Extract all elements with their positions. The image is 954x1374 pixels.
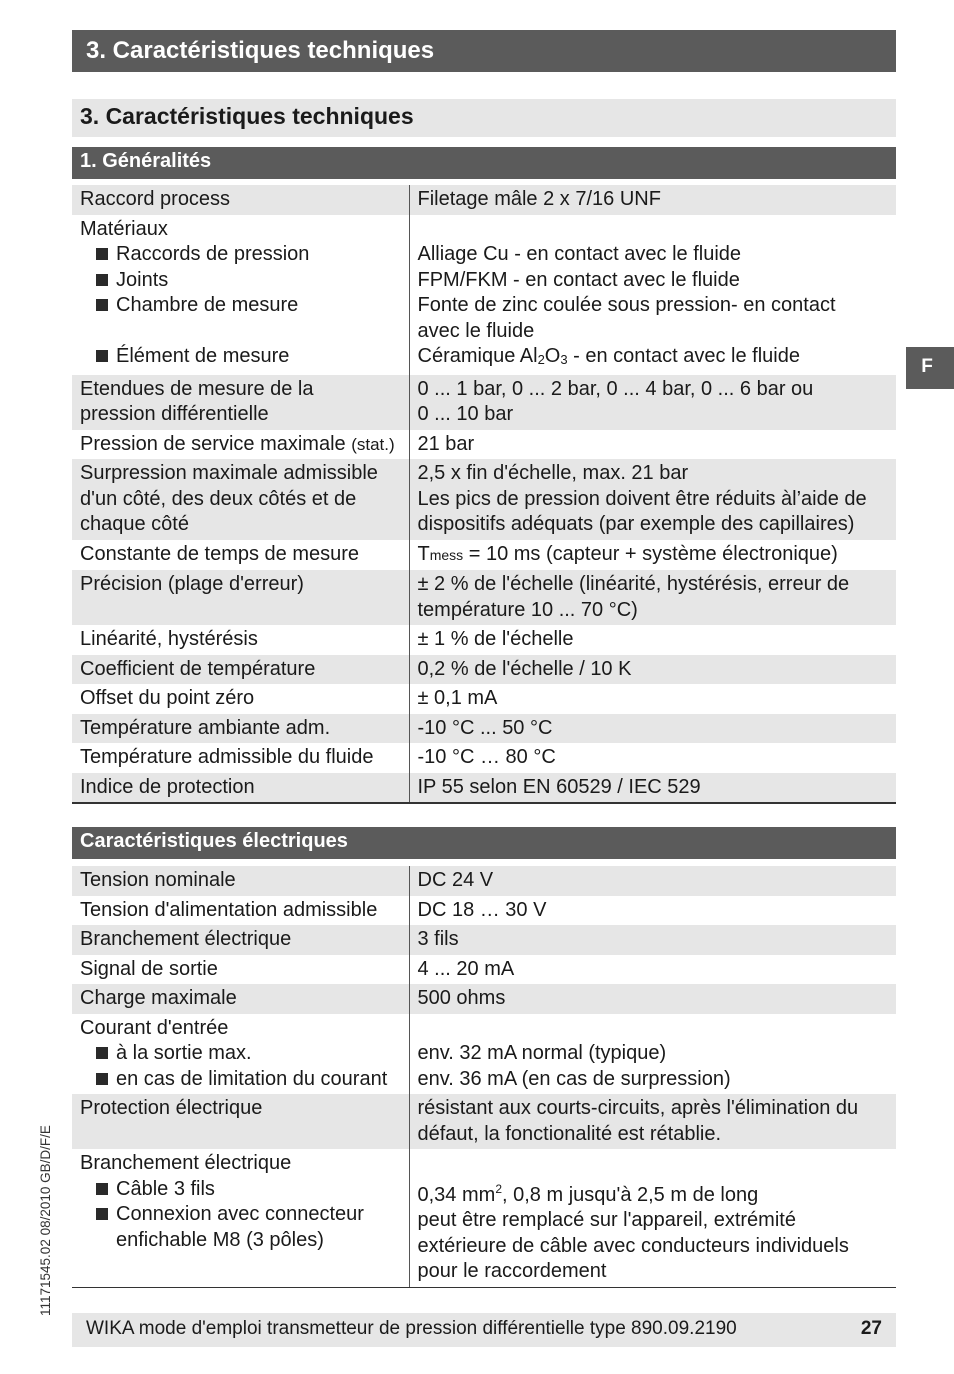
- row-label: Branchement électrique Câble 3 fils Connexion avec connecteur enfichable M8 (3 pôles): [72, 1149, 409, 1287]
- row-label: Tension nominale: [72, 866, 409, 896]
- row-label: Surpression maximale admissible d'un côté, des deux côtés et de chaque côté: [72, 459, 409, 540]
- row-label: Tension d'alimentation admissible: [72, 896, 409, 926]
- row-value: 3 fils: [409, 925, 896, 955]
- row-label: Température admissible du fluide: [72, 743, 409, 773]
- table-row: [72, 1014, 896, 1095]
- row-value: IP 55 selon EN 60529 / IEC 529: [409, 773, 896, 804]
- list-item: Chambre de mesure: [80, 293, 403, 319]
- table-row: [72, 655, 896, 685]
- row-value: ± 2 % de l'échelle (linéarité, hystérésis, erreur de température 10 ... 70 °C): [409, 570, 896, 625]
- table-row: [72, 773, 896, 804]
- square-bullet-icon: [96, 299, 108, 311]
- table-row: [72, 570, 896, 625]
- list-item: Élément de mesure: [80, 344, 403, 370]
- table-row: [72, 955, 896, 985]
- row-value: 2,5 x fin d'échelle, max. 21 bar Les pics de pression doivent être réduits àl’aide de dispositifs adéquats (par exemple des capillaires): [409, 459, 896, 540]
- row-label: Constante de temps de mesure: [72, 540, 409, 571]
- square-bullet-icon: [96, 1208, 108, 1220]
- list-item: Câble 3 fils: [80, 1177, 403, 1203]
- row-value: Tmess = 10 ms (capteur + système électronique): [417, 542, 838, 565]
- row-label: Offset du point zéro: [72, 684, 409, 714]
- table-row: [72, 896, 896, 926]
- square-bullet-icon: [96, 1047, 108, 1059]
- row-value: Filetage mâle 2 x 7/16 UNF: [409, 185, 896, 215]
- square-bullet-icon: [96, 248, 108, 260]
- table-row: [72, 1094, 896, 1149]
- row-value: résistant aux courts-circuits, après l'élimination du défaut, la fonctionalité est rétablie.: [409, 1094, 896, 1149]
- row-label: Pression de service maximale (stat.): [72, 430, 409, 460]
- table-row: [72, 540, 896, 571]
- chapter-header-bar: 3. Caractéristiques techniques: [72, 30, 896, 72]
- table-row: [72, 684, 896, 714]
- row-label: Etendues de mesure de la pression différentielle: [72, 375, 409, 430]
- table-row: [72, 185, 896, 215]
- list-item: en cas de limitation du courant: [80, 1067, 403, 1093]
- electrical-spec-table: [72, 866, 896, 1288]
- table-row: [72, 984, 896, 1014]
- list-item: Connexion avec connecteur: [80, 1202, 403, 1228]
- row-value: env. 32 mA normal (typique) env. 36 mA (en cas de surpression): [417, 1042, 731, 1090]
- row-label: Précision (plage d'erreur): [72, 570, 409, 625]
- row-value: 500 ohms: [409, 984, 896, 1014]
- section-title-general: 1. Généralités: [72, 147, 896, 179]
- table-row: [72, 215, 896, 375]
- row-label: Linéarité, hystérésis: [72, 625, 409, 655]
- row-value: 21 bar: [417, 432, 475, 455]
- row-label: Coefficient de température: [72, 655, 409, 685]
- row-label: Raccord process: [72, 185, 409, 215]
- row-value: 0 ... 1 bar, 0 ... 2 bar, 0 ... 4 bar, 0 ... 6 bar ou 0 ... 10 bar: [409, 375, 896, 430]
- row-label: Indice de protection: [72, 773, 409, 804]
- table-row: [72, 866, 896, 896]
- list-item: Raccords de pression: [80, 242, 403, 268]
- table-row: [72, 925, 896, 955]
- row-label: Branchement électrique: [72, 925, 409, 955]
- square-bullet-icon: [96, 350, 108, 362]
- footer-text: WIKA mode d'emploi transmetteur de pression différentielle type 890.09.2190: [86, 1318, 737, 1339]
- row-value: DC 24 V: [409, 866, 896, 896]
- table-row: [72, 625, 896, 655]
- square-bullet-icon: [96, 274, 108, 286]
- table-row: [72, 459, 896, 540]
- row-value: -10 °C … 80 °C: [417, 746, 556, 768]
- row-value: Alliage Cu - en contact avec le fluide FPM/FKM - en contact avec le fluide Fonte de zinc coulée sous pression- en contact avec le fluide Céramique Al2O3 - en contact avec le fluide: [417, 243, 836, 367]
- row-value: 4 ... 20 mA: [417, 957, 515, 980]
- row-value: -10 °C ... 50 °C: [409, 714, 896, 744]
- list-item: à la sortie max.: [80, 1041, 403, 1067]
- square-bullet-icon: [96, 1183, 108, 1195]
- row-value: ± 0,1 mA: [417, 687, 498, 709]
- row-label: Signal de sortie: [72, 955, 409, 985]
- row-label: Protection électrique: [72, 1094, 409, 1149]
- table-row: [72, 714, 896, 744]
- materials-label: Matériaux: [80, 217, 168, 240]
- row-value: DC 18 … 30 V: [417, 898, 547, 921]
- row-value: 0,2 % de l'échelle / 10 K: [409, 655, 896, 685]
- row-value: 0,34 $mm^2$, 0,8 m jusqu'à 2,5 m de long peut être remplacé sur l'appareil, extrémité extérieure de câble avec conducteurs individuels pour le raccordement: [409, 1149, 896, 1287]
- row-label: Courant d'entrée à la sortie max. en cas de limitation du courant: [72, 1014, 409, 1095]
- section-title-electrical: Caractéristiques électriques: [72, 827, 896, 859]
- page-number: 27: [860, 1318, 882, 1339]
- general-spec-table: [72, 185, 896, 804]
- page-footer: [72, 1313, 896, 1347]
- table-row: [72, 430, 896, 460]
- language-tab: F: [906, 347, 954, 389]
- row-label: Température ambiante adm.: [72, 714, 409, 744]
- square-bullet-icon: [96, 1073, 108, 1085]
- table-row: [72, 1149, 896, 1287]
- row-label: Charge maximale: [72, 984, 409, 1014]
- row-value: ± 1 % de l'échelle: [417, 628, 574, 650]
- document-code: 11171545.02 08/2010 GB/D/F/E: [38, 1125, 53, 1316]
- table-row: [72, 743, 896, 773]
- table-row: [72, 375, 896, 430]
- list-item: Joints: [80, 268, 403, 294]
- row-label: [72, 215, 409, 375]
- page-title: 3. Caractéristiques techniques: [72, 99, 896, 137]
